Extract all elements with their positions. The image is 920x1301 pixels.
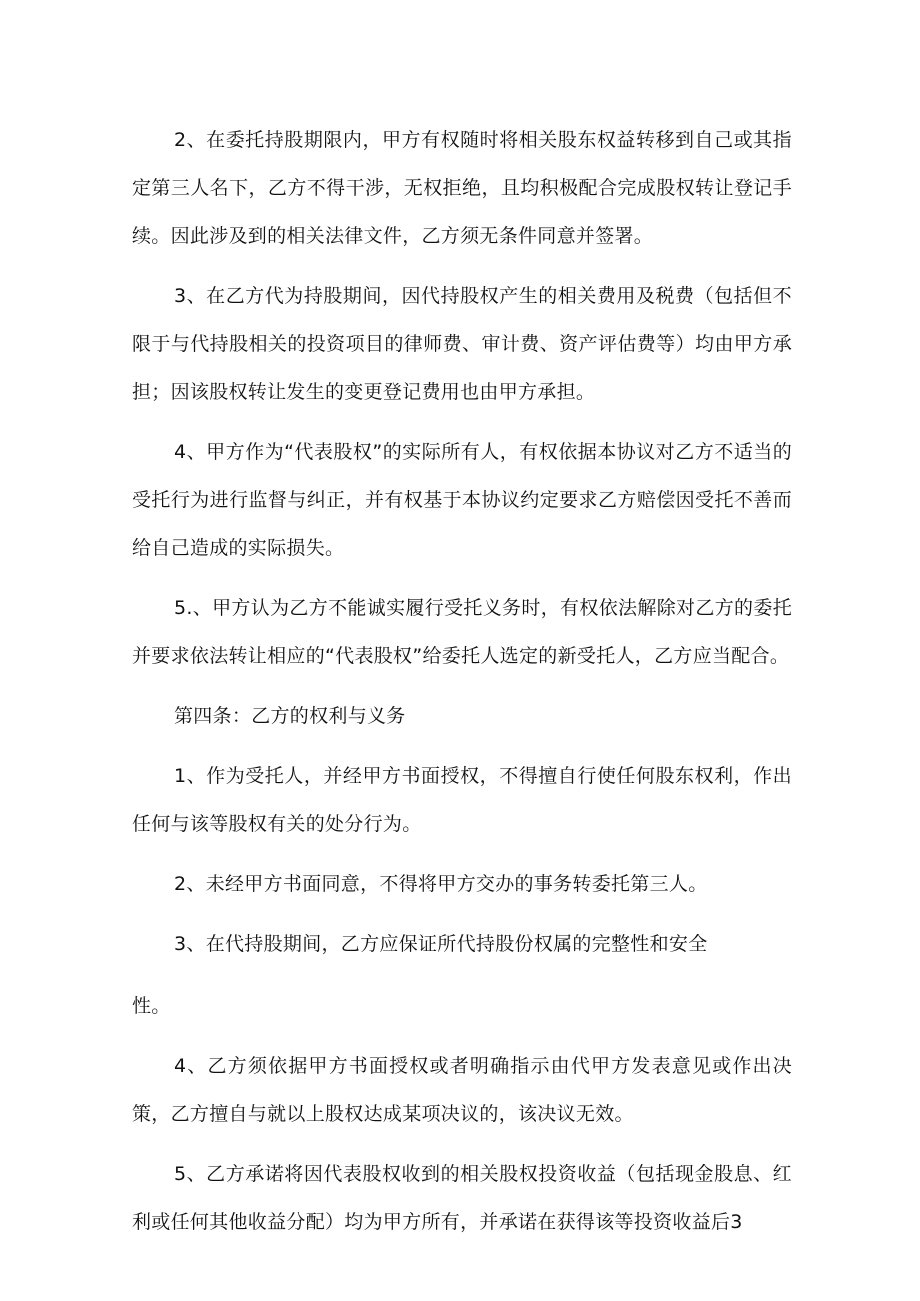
paragraph-clause-3: 3、在乙方代为持股期间，因代持股权产生的相关费用及税费（包括但不限于与代持股相关的投资项目的律师费、审计费、资产评估费等）均由甲方承担；因该股权转让发生的变更登记费用也由甲方承担。 <box>132 285 792 403</box>
paragraph-clause-4: 4、甲方作为“代表股权”的实际所有人，有权依据本协议对乙方不适当的受托行为进行监督与纠正，并有权基于本协议约定要求乙方赔偿因受托不善而给自己造成的实际损失。 <box>132 441 792 559</box>
paragraph-article-4-clause-5: 5、乙方承诺将因代表股权收到的相关股权投资收益（包括现金股息、红利或任何其他收益分配）均为甲方所有，并承诺在获得该等投资收益后3 <box>132 1163 792 1233</box>
section-heading-article-4: 第四条：乙方的权利与义务 <box>174 705 406 727</box>
paragraph-article-4-clause-1: 1、作为受托人，并经甲方书面授权，不得擅自行使任何股东权利，作出任何与该等股权有关的处分行为。 <box>132 765 792 835</box>
paragraph-clause-2: 2、在委托持股期限内，甲方有权随时将相关股东权益转移到自己或其指定第三人名下，乙方不得干涉，无权拒绝，且均积极配合完成股权转让登记手续。因此涉及到的相关法律文件，乙方须无条件同意并签署。 <box>132 129 792 247</box>
paragraph-article-4-clause-3-continuation: 性。 <box>132 995 171 1017</box>
paragraph-article-4-clause-2: 2、未经甲方书面同意，不得将甲方交办的事务转委托第三人。 <box>174 873 708 895</box>
paragraph-article-4-clause-3: 3、在代持股期间，乙方应保证所代持股份权属的完整性和安全 <box>174 933 708 955</box>
paragraph-article-4-clause-4: 4、乙方须依据甲方书面授权或者明确指示由代甲方发表意见或作出决策，乙方擅自与就以上股权达成某项决议的，该决议无效。 <box>132 1055 792 1125</box>
document-body <box>132 116 792 1246</box>
paragraph-clause-5: 5.、甲方认为乙方不能诚实履行受托义务时，有权依法解除对乙方的委托并要求依法转让相应的“代表股权”给委托人选定的新受托人，乙方应当配合。 <box>132 597 792 667</box>
